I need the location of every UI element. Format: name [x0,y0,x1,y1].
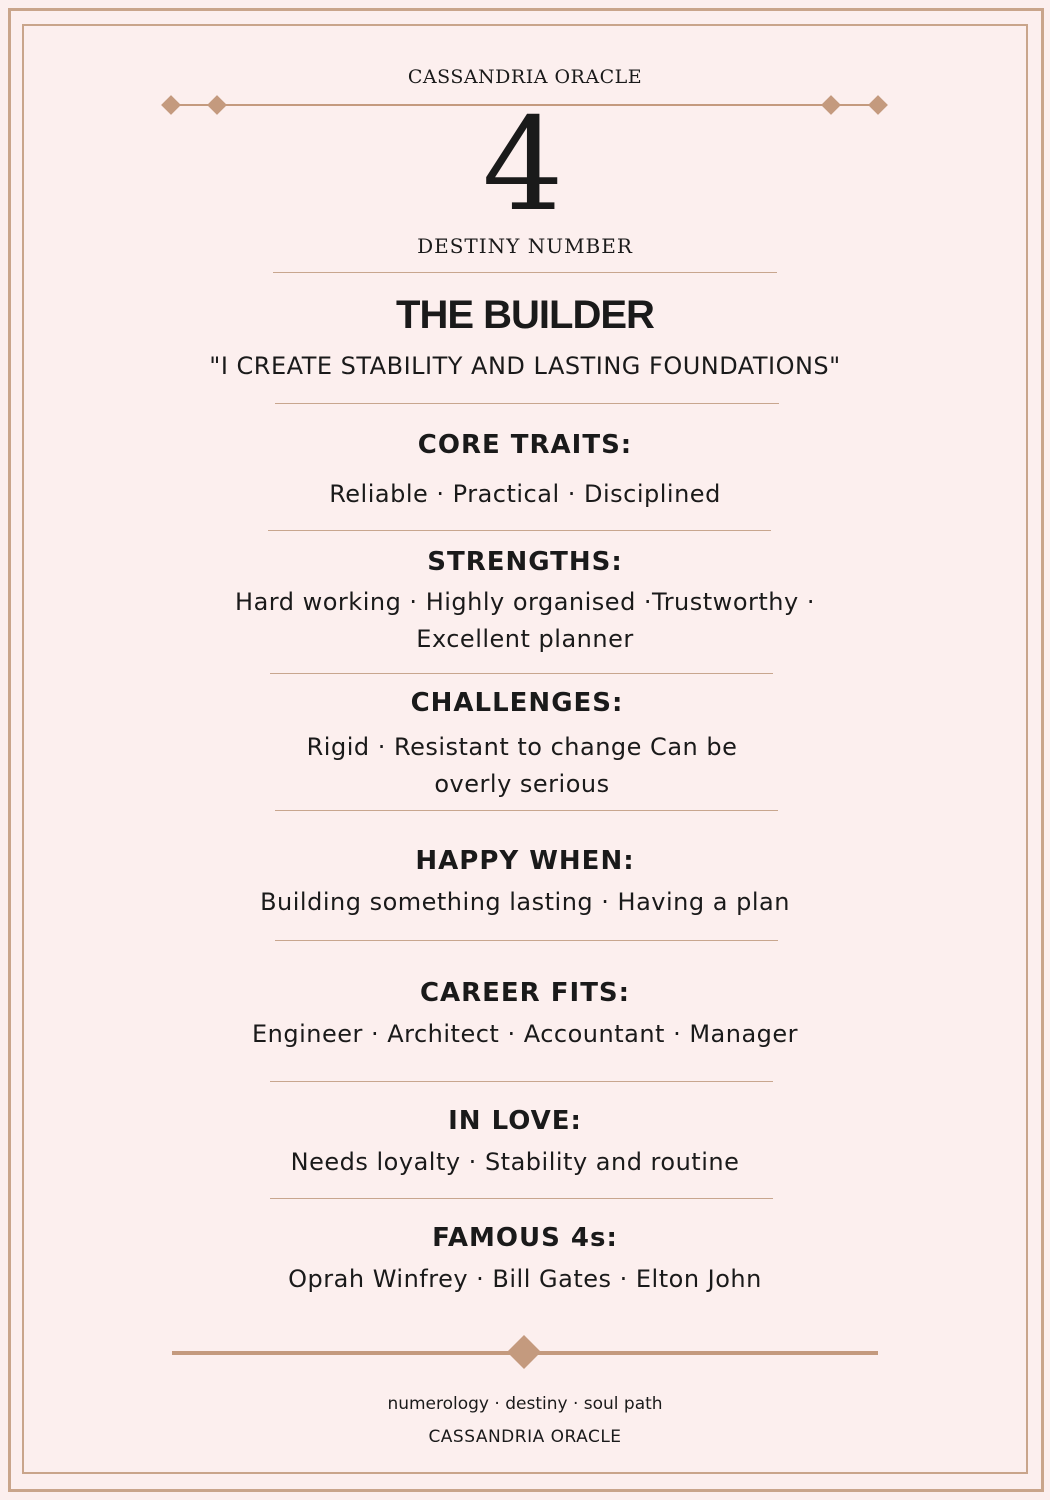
challenges-text-line2: overly serious [434,770,610,798]
challenges-text-line1: Rigid · Resistant to change Can be [306,733,738,761]
strengths-text-line2: Excellent planner [416,625,634,653]
core-traits-heading: CORE TRAITS: [417,430,633,460]
divider [270,1081,773,1082]
career-fits-heading: CAREER FITS: [419,978,631,1008]
career-fits-text: Engineer · Architect · Accountant · Manager [251,1020,799,1048]
archetype-title: THE BUILDER [396,293,654,337]
brand-header: CASSANDRIA ORACLE [407,66,643,88]
diamond-icon [161,95,181,115]
motto: "I CREATE STABILITY AND LASTING FOUNDATIONS" [209,352,841,380]
famous-text: Oprah Winfrey · Bill Gates · Elton John [288,1265,762,1293]
diamond-icon [207,95,227,115]
divider [273,272,777,273]
diamond-icon [868,95,888,115]
destiny-label: DESTINY NUMBER [417,234,633,258]
in-love-text: Needs loyalty · Stability and routine [290,1148,740,1176]
diamond-icon [507,1335,541,1369]
divider [268,530,771,531]
destiny-number: 4 [482,91,564,240]
divider [275,810,778,811]
divider [270,673,773,674]
core-traits-text: Reliable · Practical · Disciplined [329,480,721,508]
footer-brand: CASSANDRIA ORACLE [428,1427,622,1447]
divider [275,940,778,941]
footer-tagline: numerology · destiny · soul path [387,1394,663,1414]
challenges-heading: CHALLENGES: [410,688,624,718]
in-love-heading: IN LOVE: [448,1106,582,1136]
divider [275,403,779,404]
famous-heading: FAMOUS 4s: [432,1223,618,1253]
divider [270,1198,773,1199]
diamond-icon [821,95,841,115]
strengths-text-line1: Hard working · Highly organised ·Trustworthy · [235,588,815,616]
happy-when-heading: HAPPY WHEN: [415,846,635,876]
happy-when-text: Building something lasting · Having a plan [260,888,790,916]
strengths-heading: STRENGTHS: [427,547,623,577]
